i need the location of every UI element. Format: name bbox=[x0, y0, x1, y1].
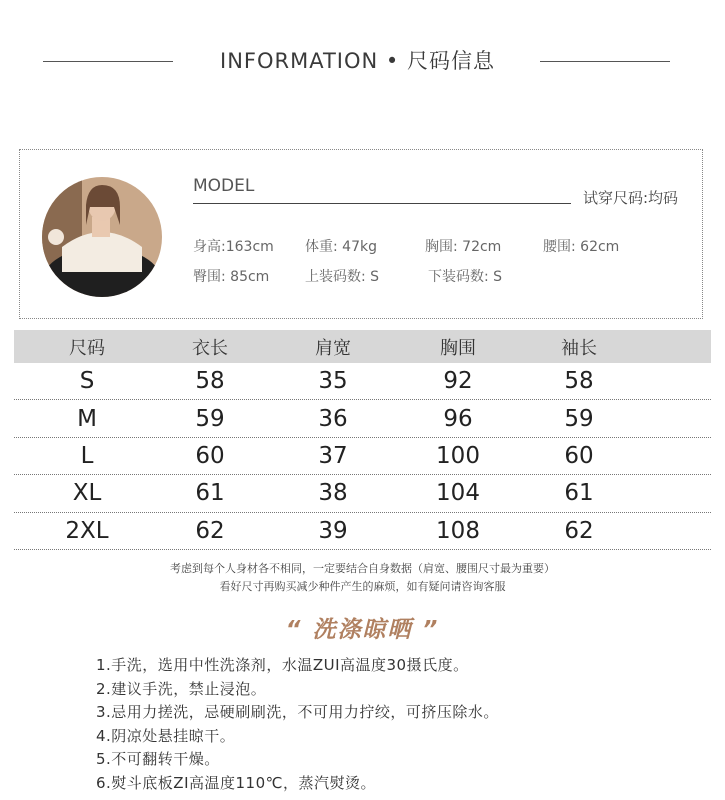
model-label: MODEL bbox=[193, 176, 255, 196]
table-cell: 92 bbox=[443, 368, 473, 395]
table-cell: 62 bbox=[564, 517, 594, 544]
table-cell: 37 bbox=[318, 442, 348, 469]
list-item: 6.熨斗底板ZI高温度110℃，蒸汽熨烫。 bbox=[96, 773, 376, 792]
list-item: 2.建议手洗，禁止浸泡。 bbox=[96, 679, 267, 698]
table-row bbox=[14, 400, 711, 437]
page-title: INFORMATION • 尺码信息 bbox=[220, 49, 495, 73]
table-cell: 58 bbox=[564, 368, 594, 395]
table-cell: 104 bbox=[436, 480, 480, 507]
header-cell: 尺码 bbox=[69, 337, 105, 359]
table-row bbox=[14, 513, 711, 550]
table-cell: 61 bbox=[564, 480, 594, 507]
stat-weight: 体重: 47kg bbox=[305, 239, 377, 255]
list-item: 4.阴凉处悬挂晾干。 bbox=[96, 726, 236, 745]
table-header bbox=[14, 330, 711, 363]
stat-bust: 胸围: 72cm bbox=[425, 239, 502, 255]
size-note-line-1: 考虑到每个人身材各不相同，一定要结合自身数据（肩宽、腰围尺寸最为重要） bbox=[170, 562, 555, 575]
table-cell: M bbox=[77, 405, 97, 432]
table-row bbox=[14, 438, 711, 475]
header-cell: 胸围 bbox=[440, 337, 476, 359]
table-cell: 61 bbox=[195, 480, 225, 507]
table-cell: 59 bbox=[564, 405, 594, 432]
table-cell: 2XL bbox=[65, 517, 109, 544]
table-row bbox=[14, 363, 711, 400]
header-cell: 衣长 bbox=[192, 337, 228, 359]
table-cell: 62 bbox=[195, 517, 225, 544]
header-cell: 肩宽 bbox=[315, 337, 351, 359]
table-cell: 39 bbox=[318, 517, 348, 544]
header-left-rule bbox=[43, 61, 173, 62]
table-cell: 60 bbox=[195, 442, 225, 469]
stat-top-size: 上装码数: S bbox=[305, 269, 380, 285]
stat-bottom-size: 下装码数: S bbox=[428, 269, 503, 285]
table-cell: S bbox=[79, 368, 95, 395]
table-cell: 96 bbox=[443, 405, 473, 432]
fit-size-text: 试穿尺码:均码 bbox=[583, 189, 679, 207]
model-photo bbox=[42, 177, 162, 297]
size-note-line-2: 看好尺寸再购买减少种件产生的麻烦，如有疑问请咨询客服 bbox=[219, 580, 506, 593]
table-cell: 35 bbox=[318, 368, 348, 395]
table-cell: 59 bbox=[195, 405, 225, 432]
header-right-rule bbox=[540, 61, 670, 62]
model-underline bbox=[193, 203, 571, 204]
care-section-title: “ 洗涤晾晒 ” bbox=[285, 617, 440, 643]
table-cell: 38 bbox=[318, 480, 348, 507]
table-cell: L bbox=[80, 442, 94, 469]
stat-waist: 腰围: 62cm bbox=[543, 239, 620, 255]
table-cell: XL bbox=[72, 480, 102, 507]
care-instructions-list bbox=[96, 654, 499, 795]
header-cell: 袖长 bbox=[561, 337, 597, 359]
stat-height: 身高:163cm bbox=[193, 239, 274, 255]
table-cell: 58 bbox=[195, 368, 225, 395]
table-cell: 108 bbox=[436, 517, 480, 544]
table-row bbox=[14, 475, 711, 512]
table-cell: 100 bbox=[436, 442, 480, 469]
size-table bbox=[14, 330, 711, 550]
table-cell: 36 bbox=[318, 405, 348, 432]
list-item: 1.手洗，选用中性洗涤剂，水温ZUI高温度30摄氏度。 bbox=[96, 656, 469, 674]
stat-hip: 臀围: 85cm bbox=[193, 269, 270, 285]
list-item: 3.忌用力搓洗，忌硬刷刷洗，不可用力拧绞，可挤压除水。 bbox=[96, 703, 499, 721]
list-item: 5.不可翻转干燥。 bbox=[96, 750, 220, 768]
table-cell: 60 bbox=[564, 442, 594, 469]
